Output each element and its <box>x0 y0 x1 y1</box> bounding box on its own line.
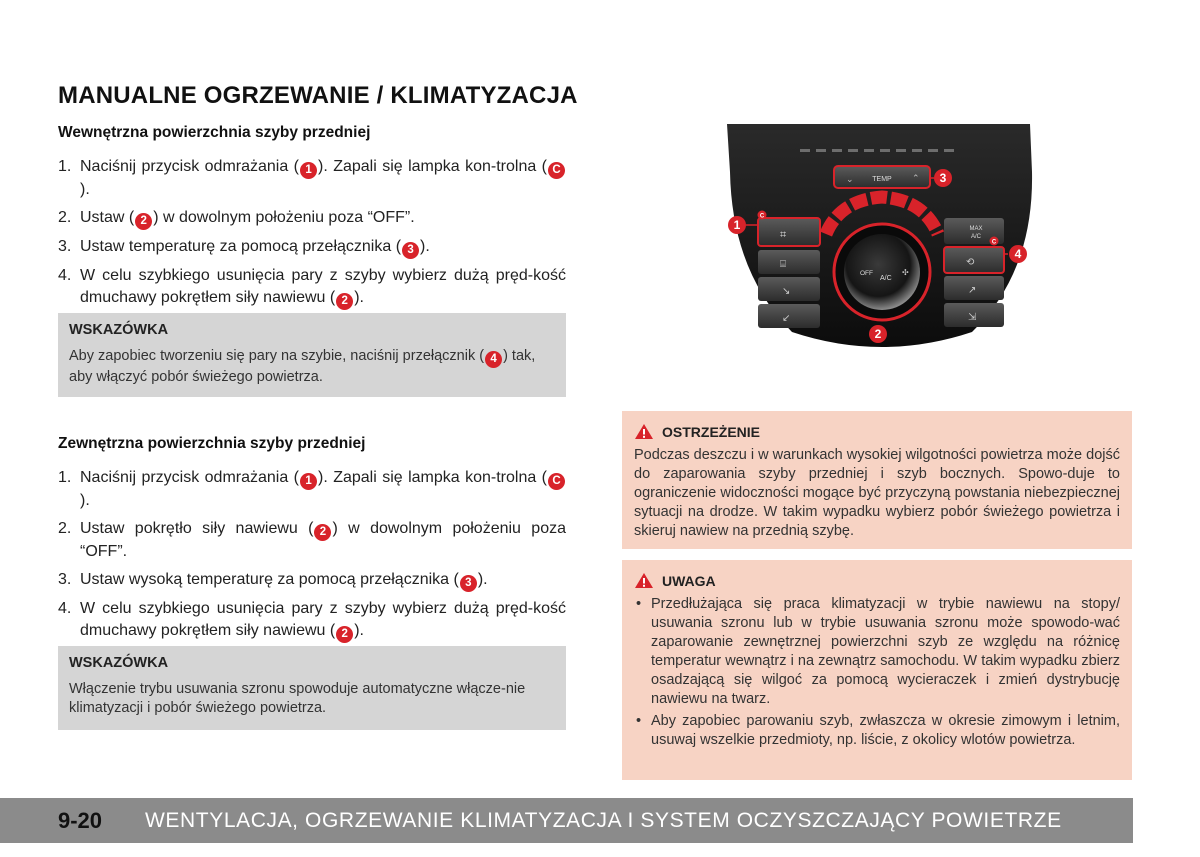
temp-up-icon: ⌃ <box>912 174 920 184</box>
svg-text:C: C <box>991 239 997 246</box>
chapter-title: WENTYLACJA, OGRZEWANIE KLIMATYZACJA I SYSTEM OCZYSZCZAJĄCY POWIETRZE <box>145 808 1062 832</box>
step-item: 4. W celu szybkiego usunięcia pary z szyby wybierz dużą pręd-kość dmuchawy pokrętłem siły nawiewu ( 2 ). <box>58 265 566 310</box>
warning-triangle-icon <box>634 572 654 589</box>
step-number: 2. <box>58 209 72 226</box>
hint-box-defrost <box>58 646 566 730</box>
face-airflow-icon: ↗ <box>968 285 977 296</box>
rear-defrost-icon: ⌸ <box>780 259 786 270</box>
temp-down-icon: ⌄ <box>846 175 854 185</box>
step-item: 4. W celu szybkiego usunięcia pary z szyby wybierz dużą pręd-kość dmuchawy pokrętłem siły nawiewu ( 2 ). <box>58 598 566 643</box>
svg-text:1: 1 <box>733 218 741 232</box>
step-item: 3. Ustaw temperaturę za pomocą przełącznika ( 3 ). <box>58 236 566 259</box>
step-item: 1. Naciśnij przycisk odmrażania ( 1 ). Zapali się lampka kon-trolna ( C). <box>58 156 566 201</box>
callout-badge: 1 <box>300 162 317 179</box>
section-heading-outer-windshield: Zewnętrzna powierzchnia szyby przedniej <box>58 435 366 452</box>
caution-box <box>622 560 1132 780</box>
hint-title: WSKAZÓWKA <box>69 322 169 338</box>
callout-badge: 3 <box>402 242 419 259</box>
warning-title: OSTRZEŻENIE <box>662 423 761 440</box>
warning-triangle-icon <box>634 423 654 440</box>
callout-badge: 2 <box>135 213 152 230</box>
callout-badge: C <box>548 162 565 179</box>
temp-label: TEMP <box>872 176 892 183</box>
off-label: OFF <box>860 270 873 277</box>
callout-badge: 2 <box>336 626 353 643</box>
inner-windshield-steps <box>58 156 566 316</box>
face-feet-airflow-icon: ⇲ <box>968 312 977 323</box>
warning-header <box>634 423 1120 440</box>
svg-text:3: 3 <box>939 171 947 185</box>
feet-airflow-icon: ↙ <box>782 313 791 324</box>
svg-text:4: 4 <box>1014 247 1022 261</box>
step-item: 2. Ustaw pokrętło siły nawiewu ( 2 ) w dowolnym położeniu poza “OFF”. <box>58 520 566 560</box>
step-item: 2. Ustaw ( 2 ) w dowolnym położeniu poza “OFF”. <box>58 207 566 230</box>
page-number: 9-20 <box>58 807 103 833</box>
svg-text:C: C <box>759 213 765 220</box>
step-number: 3. <box>58 571 72 588</box>
seat-airflow-icon: ↘ <box>782 286 791 297</box>
page-title: MANUALNE OGRZEWANIE / KLIMATYZACJA <box>58 82 578 109</box>
defrost-icon: ⌗ <box>780 228 787 241</box>
hint-body: Aby zapobiec tworzeniu się pary na szybie, naciśnij przełącznik ( 4 ) tak, aby włączyć pobór świeżego powietrza. <box>69 348 536 385</box>
step-number: 2. <box>58 520 72 537</box>
step-number: 1. <box>58 158 72 175</box>
ac-label: A/C <box>880 275 892 282</box>
hint-title: WSKAZÓWKA <box>69 655 169 671</box>
max-label: MAX <box>969 226 983 232</box>
caution-header <box>634 572 1120 589</box>
callout-badge: 1 <box>300 473 317 490</box>
warning-box <box>622 411 1132 549</box>
callout-badge: 4 <box>485 351 502 368</box>
outer-windshield-steps <box>58 467 566 649</box>
warning-body: Podczas deszczu i w warunkach wysokiej wilgotności powietrza może dojść do zaparowania szyby przedniej i szyb bocznych. Spowo-duje to ograniczenie widoczności mogące być przyczyną powstania niebezpiecznej sytuacji na drodze. W takim wypadku wybierz pobór świeżego powietrza i skieruj nawiew na przednią szybę. <box>634 447 1120 539</box>
caution-item: • Przedłużająca się praca klimatyzacji w trybie nawiewu na stopy/ usuwania szronu lub w trybie usuwania szronu może spowodo-wać zaparowanie zewnętrznej powierzchni szyb ze względu na różnicę temperatur wewnątrz i na zewnątrz samochodu. W takim wypadku zbierz osadzającą się wilgoć za pomocą wycieraczek i zmień dystrybucję nawiewu na twarz. <box>636 596 1120 707</box>
section-heading-inner-windshield: Wewnętrzna powierzchnia szyby przedniej <box>58 124 371 141</box>
caution-title: UWAGA <box>662 572 716 589</box>
step-number: 4. <box>58 600 72 617</box>
hint-body: Włączenie trybu usuwania szronu spowoduje automatyczne włącze-nie klimatyzacji i pobór świeżego powietrza. <box>69 681 526 716</box>
callout-badge: C <box>548 473 565 490</box>
step-number: 1. <box>58 469 72 486</box>
step-number: 3. <box>58 238 72 255</box>
page-footer <box>0 798 1133 843</box>
svg-text:2: 2 <box>874 327 882 341</box>
caution-list <box>634 595 1120 750</box>
fan-icon: ✣ <box>902 268 909 277</box>
hint-box-fresh-air <box>58 313 566 397</box>
step-item: 3. Ustaw wysoką temperaturę za pomocą przełącznika ( 3 ). <box>58 569 566 592</box>
callout-badge: 2 <box>336 293 353 310</box>
callout-badge: 3 <box>460 575 477 592</box>
step-number: 4. <box>58 267 72 284</box>
step-item: 1. Naciśnij przycisk odmrażania ( 1 ). Zapali się lampka kon-trolna ( C). <box>58 467 566 512</box>
callout-badge: 2 <box>314 524 331 541</box>
max-ac-label: A/C <box>970 234 982 240</box>
recirculation-icon: ⟲ <box>966 257 975 268</box>
caution-item: • Aby zapobiec parowaniu szyb, zwłaszcza w okresie zimowym i letnim, usuwaj wszelkie przedmioty, np. liście, z okolicy wlotów powietrza. <box>636 713 1120 748</box>
left-button-column <box>758 218 820 328</box>
climate-control-panel-image <box>722 122 1042 358</box>
